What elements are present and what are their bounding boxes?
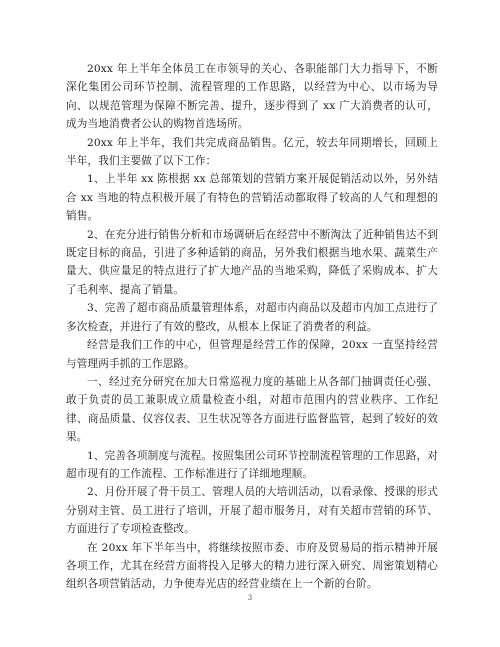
- paragraph-sales-summary: 20xx 年上半年，我们共完成商品销售。亿元，较去年同期增长，回顾上半年，我们主要做了以下工作：: [66, 136, 438, 168]
- paragraph-item-2-merchandise: 2、在充分进行销售分析和市场调研后在经营中不断淘汰了近种销售达不到既定目标的商品，引进了多种适销的商品，另外我们根据当地水果、蔬菜生产量大、供应量足的特点进行了扩大地产品的当地采购，降低了采购成本、扩大了毛利率、提高了销量。: [66, 228, 438, 296]
- paragraph-training: 2、月份开展了骨干员工、管理人员的大培训活动，以看录像、授课的形式分别对主管、员工进行了培训，开展了超市服务月，对有关超市营销的环节、方面进行了专项检查整改。: [66, 486, 438, 536]
- paragraph-management-principle: 经营是我们工作的中心，但管理是经营工作的保障，20xx 一直坚持经营与管理两手抓的工作思路。: [66, 339, 438, 370]
- paragraph-item-3-quality: 3、完善了超市商品质量管理体系，对超市内商品以及超市内加工点进行了多次检查，并进行了有效的整改，从根本上保证了消费者的利益。: [66, 302, 438, 333]
- paragraph-second-half-plan: 在 20xx 年下半年当中，将继续按照市委、市府及贸易局的指示精神开展各项工作，尤其在经营方面将投入足够大的精力进行深入研究、周密策划精心组织各项营销活动，力争使寿光店的经营业绩在上一个新的台阶。: [66, 541, 438, 591]
- document-body: [66, 60, 438, 594]
- paragraph-item-1-promotion: 1、上半年 xx 陈根据 xx 总部策划的营销方案开展促销活动以外，另外结合 xx 当地的特点积极开展了有特色的营销活动都取得了较高的人气和理想的销售。: [66, 173, 438, 223]
- paragraph-process-improvement: 1、完善各项制度与流程。按照集团公司环节控制流程管理的工作思路，对超市现有的工作流程、工作标准进行了详细地理顺。: [66, 449, 438, 480]
- paragraph-inspection-team: 一、经过充分研究在加大日常巡视力度的基础上从各部门抽调责任心强、敢于负责的员工兼职成立质量检查小组，对超市范围内的营业秩序、工作纪律、商品质量、仪容仪表、卫生状况等各方面进行监督监管，起到了较好的效果。: [66, 375, 438, 444]
- paragraph-intro: 20xx 年上半年全体员工在市领导的关心、各职能部门大力指导下，不断深化集团公司环节控制、流程管理的工作思路，以经营为中心、以市场为导向、以规范管理为保障不断完善、提升，逐步得到了 xx 广大消费者的认可，成为当地消费者公认的购物首选场所。: [66, 63, 438, 131]
- page-number: 3: [247, 594, 253, 602]
